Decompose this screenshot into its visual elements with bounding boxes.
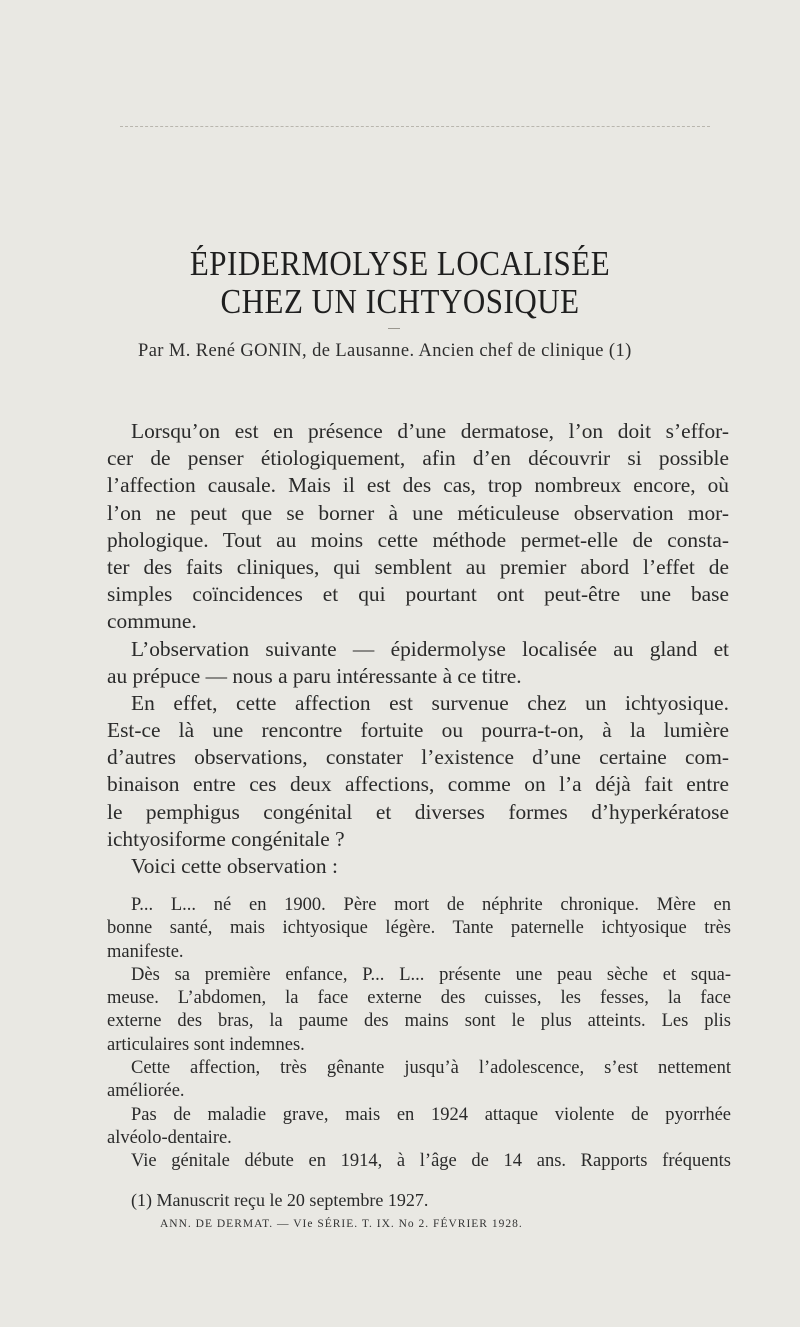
main-text bbox=[107, 418, 729, 880]
text-line: externe des bras, la paume des mains sont le plus atteints. Les plis bbox=[107, 1011, 731, 1032]
text-line: alvéolo-dentaire. bbox=[107, 1127, 232, 1148]
text-line: P... L... né en 1900. Père mort de néphrite chronique. Mère en bbox=[131, 895, 731, 915]
footnote: (1) Manuscrit reçu le 20 septembre 1927. bbox=[131, 1190, 429, 1210]
text-line: phologique. Tout au moins cette méthode permet-elle de consta- bbox=[107, 527, 729, 552]
text-line: au prépuce — nous a paru intéressante à ce titre. bbox=[107, 663, 522, 688]
text-line: améliorée. bbox=[107, 1081, 185, 1102]
text-line: ichtyosiforme congénitale ? bbox=[107, 826, 345, 851]
text-line: commune. bbox=[107, 609, 197, 634]
title-separator bbox=[388, 328, 400, 329]
text-line: bonne santé, mais ichtyosique légère. Tante paternelle ichtyosique très bbox=[107, 918, 731, 939]
journal-reference: ANN. DE DERMAT. — VIe SÉRIE. T. IX. No 2. FÉVRIER 1928. bbox=[160, 1218, 523, 1230]
text-line: ter des faits cliniques, qui semblent au premier abord l’effet de bbox=[107, 554, 729, 579]
text-line: simples coïncidences et qui pourtant ont peut-être une base bbox=[107, 582, 729, 607]
text-line: le pemphigus congénital et diverses formes d’hyperkératose bbox=[107, 799, 729, 824]
text-line: l’on ne peut que se borner à une méticuleuse observation mor- bbox=[107, 500, 729, 525]
text-line: l’affection causale. Mais il est des cas, trop nombreux encore, où bbox=[107, 473, 729, 498]
text-line: Pas de maladie grave, mais en 1924 attaque violente de pyorrhée bbox=[131, 1104, 731, 1125]
header-rule bbox=[120, 126, 710, 127]
text-line: d’autres observations, constater l’existence d’une certaine com- bbox=[107, 745, 729, 770]
text-line: articulaires sont indemnes. bbox=[107, 1034, 305, 1055]
author-byline: Par M. René GONIN, de Lausanne. Ancien chef de clinique (1) bbox=[138, 341, 632, 361]
text-line: Lorsqu’on est en présence d’une dermatose, l’on doit s’effor- bbox=[131, 419, 729, 443]
text-line: En effet, cette affection est survenue chez un ichtyosique. bbox=[131, 690, 729, 715]
text-line: manifeste. bbox=[107, 941, 184, 962]
text-line: Vie génitale débute en 1914, à l’âge de 14 ans. Rapports fréquents bbox=[131, 1151, 731, 1172]
text-line: meuse. L’abdomen, la face externe des cuisses, les fesses, la face bbox=[107, 988, 731, 1009]
text-line: cer de penser étiologiquement, afin d’en découvrir si possible bbox=[107, 446, 729, 471]
text-line: L’observation suivante — épidermolyse localisée au gland et bbox=[131, 636, 729, 661]
text-line: Cette affection, très gênante jusqu’à l’adolescence, s’est nettement bbox=[131, 1058, 731, 1079]
article-title-line-1: ÉPIDERMOLYSE LOCALISÉE bbox=[189, 243, 611, 284]
text-line: binaison entre ces deux affections, comme on l’a déjà fait entre bbox=[107, 772, 729, 797]
text-line: Voici cette observation : bbox=[131, 854, 338, 878]
observation-text bbox=[107, 894, 731, 1174]
article-title-line-2: CHEZ UN ICHTYOSIQUE bbox=[220, 281, 580, 322]
text-line: Dès sa première enfance, P... L... présente une peau sèche et squa- bbox=[131, 964, 731, 985]
text-line: Est-ce là une rencontre fortuite ou pourra-t-on, à la lumière bbox=[107, 718, 729, 743]
